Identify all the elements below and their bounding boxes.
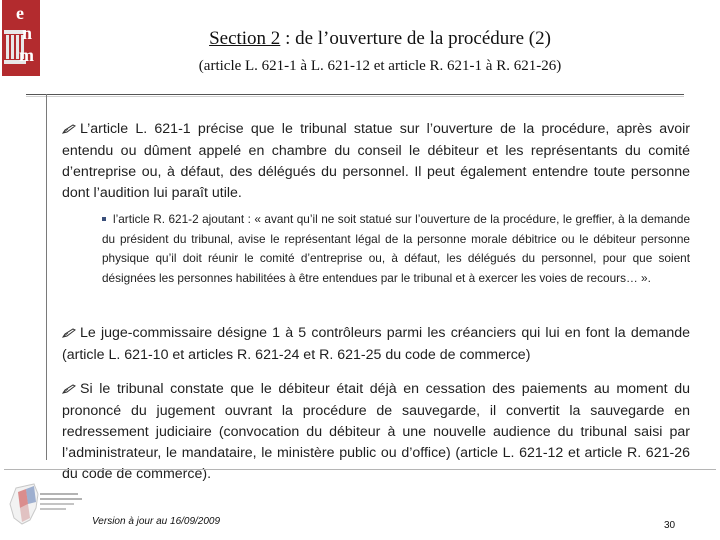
paragraph-1-text: L’article L. 621-1 précise que le tribunal statue sur l’ouverture de la procédure, après avoir entendu ou dûment appelé en chambre du conseil le débiteur et les représentants du comité d’entreprise ou, à défaut, des délégués du personnel. Il peut également entendre toute personne dont l’audition lui paraît utile. xyxy=(62,121,690,201)
title-rest: : de l’ouverture de la procédure (2) xyxy=(280,28,551,49)
quill-pen-icon xyxy=(62,120,80,141)
paragraph-4-text: Si le tribunal constate que le débiteur était déjà en cessation des paiements au moment du prononcé du jugement ouvrant la procédure de sauvegarde, il convertit la sauvegarde en redressement judiciaire (convocation du débiteur à une nouvelle audience du tribunal saisi par l’administrateur, le mandataire, le ministère public ou d’office) (article L. 621-12 et article R. 621-26 du code de commerce). xyxy=(62,381,690,482)
paragraph-3-text: Le juge-commissaire désigne 1 à 5 contrôleurs parmi les créanciers qui lui en font la demande (article L. 621-10 et articles R. 621-24 et R. 621-25 du code de commerce) xyxy=(62,325,690,363)
header-divider-shadow xyxy=(26,96,684,97)
quill-pen-icon xyxy=(62,324,80,345)
version-note: Version à jour au 16/09/2009 xyxy=(92,516,221,527)
page-number: 30 xyxy=(664,520,676,531)
paragraph-2-text: l’article R. 621-2 ajoutant : « avant qu’il ne soit statué sur l’ouverture de la procédure, le greffier, à la demande du président du tribunal, avise le représentant légal de la personne morale débitrice ou le débiteur personne physique qu’il doit réunir le comité d’entreprise ou, à défaut, les délégués du personnel, pour que soient désignées les personnes habilitées à être entendues par le tribunal et à exercer les voies de recours… ». xyxy=(102,212,690,285)
quill-pen-icon xyxy=(62,380,80,401)
title-section: Section 2 xyxy=(209,28,281,49)
page-title xyxy=(0,28,720,50)
logo-letter-m: m xyxy=(19,45,34,65)
square-bullet-icon xyxy=(102,217,106,221)
paragraph-1 xyxy=(62,119,690,204)
footer-divider xyxy=(4,469,716,470)
seal-logo-icon xyxy=(4,474,88,538)
logo-letter-n: n xyxy=(22,23,33,43)
paragraph-2 xyxy=(102,210,690,288)
paragraph-3 xyxy=(62,323,690,366)
page-subtitle: (article L. 621-1 à L. 621-12 et article R. 621-1 à R. 621-26) xyxy=(198,58,562,74)
left-margin-rule xyxy=(46,94,47,460)
logo-letter-e: e xyxy=(16,3,24,23)
header-divider xyxy=(26,94,684,95)
